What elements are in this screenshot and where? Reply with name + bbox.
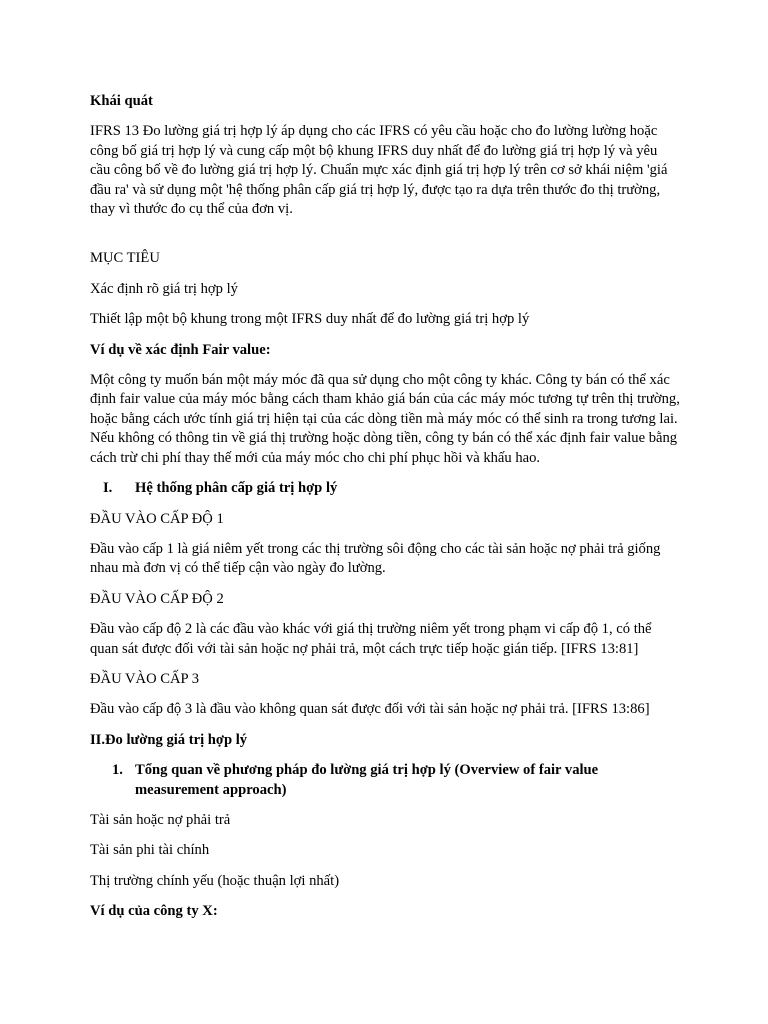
objective-1: Xác định rõ giá trị hợp lý [90, 280, 238, 297]
example-paragraph: Một công ty muốn bán một máy móc đã qua sử dụng cho một công ty khác. Công ty bán có thể xác định fair value của máy móc bằng cách tham khảo giá bán của các máy móc tương tự trên thị trường, hoặc bằng cách ước tính giá trị hiện tại của các dòng tiền mà máy móc có thể sinh ra trong tương lai. Nếu không có thông tin về giá thị trường hoặc dòng tiền, công ty bán có thể xác định fair value bằng cách trừ chi phí thay thế mới của máy móc cho chi phí phục hồi và khấu hao. [90, 372, 680, 466]
section-1-title: Hệ thống phân cấp giá trị hợp lý [135, 480, 338, 497]
objectives-title: MỤC TIÊU [90, 250, 160, 267]
example-x-title: Ví dụ của công ty X: [90, 903, 218, 920]
overview-paragraph: IFRS 13 Đo lường giá trị hợp lý áp dụng cho các IFRS có yêu cầu hoặc cho đo lường lường hoặc công bố giá trị hợp lý và cung cấp một bộ khung IFRS duy nhất để đo lường giá trị hợp lý và yêu cầu công bố về đo lường giá trị hợp lý. Chuẩn mực xác định giá trị hợp lý trên cơ sở khái niệm 'giá đầu ra' và sử dụng một 'hệ thống phân cấp giá trị hợp lý, được tạo ra dựa trên thước đo thị trường, thay vì thước đo cụ thể của đơn vị. [90, 123, 668, 218]
level-1-text: Đầu vào cấp 1 là giá niêm yết trong các thị trường sôi động cho các tài sản hoặc nợ phải trả giống nhau mà đơn vị có thể tiếp cận vào ngày đo lường. [90, 540, 661, 577]
example-title: Ví dụ về xác định Fair value: [90, 341, 271, 358]
level-3-title: ĐẦU VÀO CẤP 3 [90, 670, 200, 687]
blank-line [90, 230, 680, 249]
level-2-text: Đầu vào cấp độ 2 là các đầu vào khác với giá thị trường niêm yết trong phạm vi cấp độ 1, có thể quan sát được đối với tài sản hoặc nợ phải trả, một cách trực tiếp hoặc gián tiếp. [IFRS 13:81] [90, 621, 652, 657]
section-1-heading [90, 479, 680, 498]
section-2-title: II.Đo lường giá trị hợp lý [90, 731, 248, 748]
subsection-1-marker: 1. [112, 762, 123, 779]
level-2-title: ĐẦU VÀO CẤP ĐỘ 2 [90, 590, 224, 607]
item-assets: Tài sản hoặc nợ phải trả [90, 811, 231, 828]
level-3-text: Đầu vào cấp độ 3 là đầu vào không quan sát được đối với tài sản hoặc nợ phải trả. [IFRS 13:86] [90, 701, 650, 718]
objective-2: Thiết lập một bộ khung trong một IFRS duy nhất để đo lường giá trị hợp lý [90, 311, 530, 328]
section-1-marker: I. [103, 480, 113, 497]
subsection-1-title: Tổng quan về phương pháp đo lường giá trị hợp lý (Overview of fair value measurement approach) [135, 762, 599, 798]
document-page [90, 92, 680, 933]
level-1-title: ĐẦU VÀO CẤP ĐỘ 1 [90, 510, 224, 527]
section-overview-title: Khái quát [90, 93, 153, 109]
item-nonfinancial: Tài sản phi tài chính [90, 842, 210, 859]
item-market: Thị trường chính yếu (hoặc thuận lợi nhất) [90, 872, 340, 889]
subsection-1-heading [90, 761, 680, 800]
